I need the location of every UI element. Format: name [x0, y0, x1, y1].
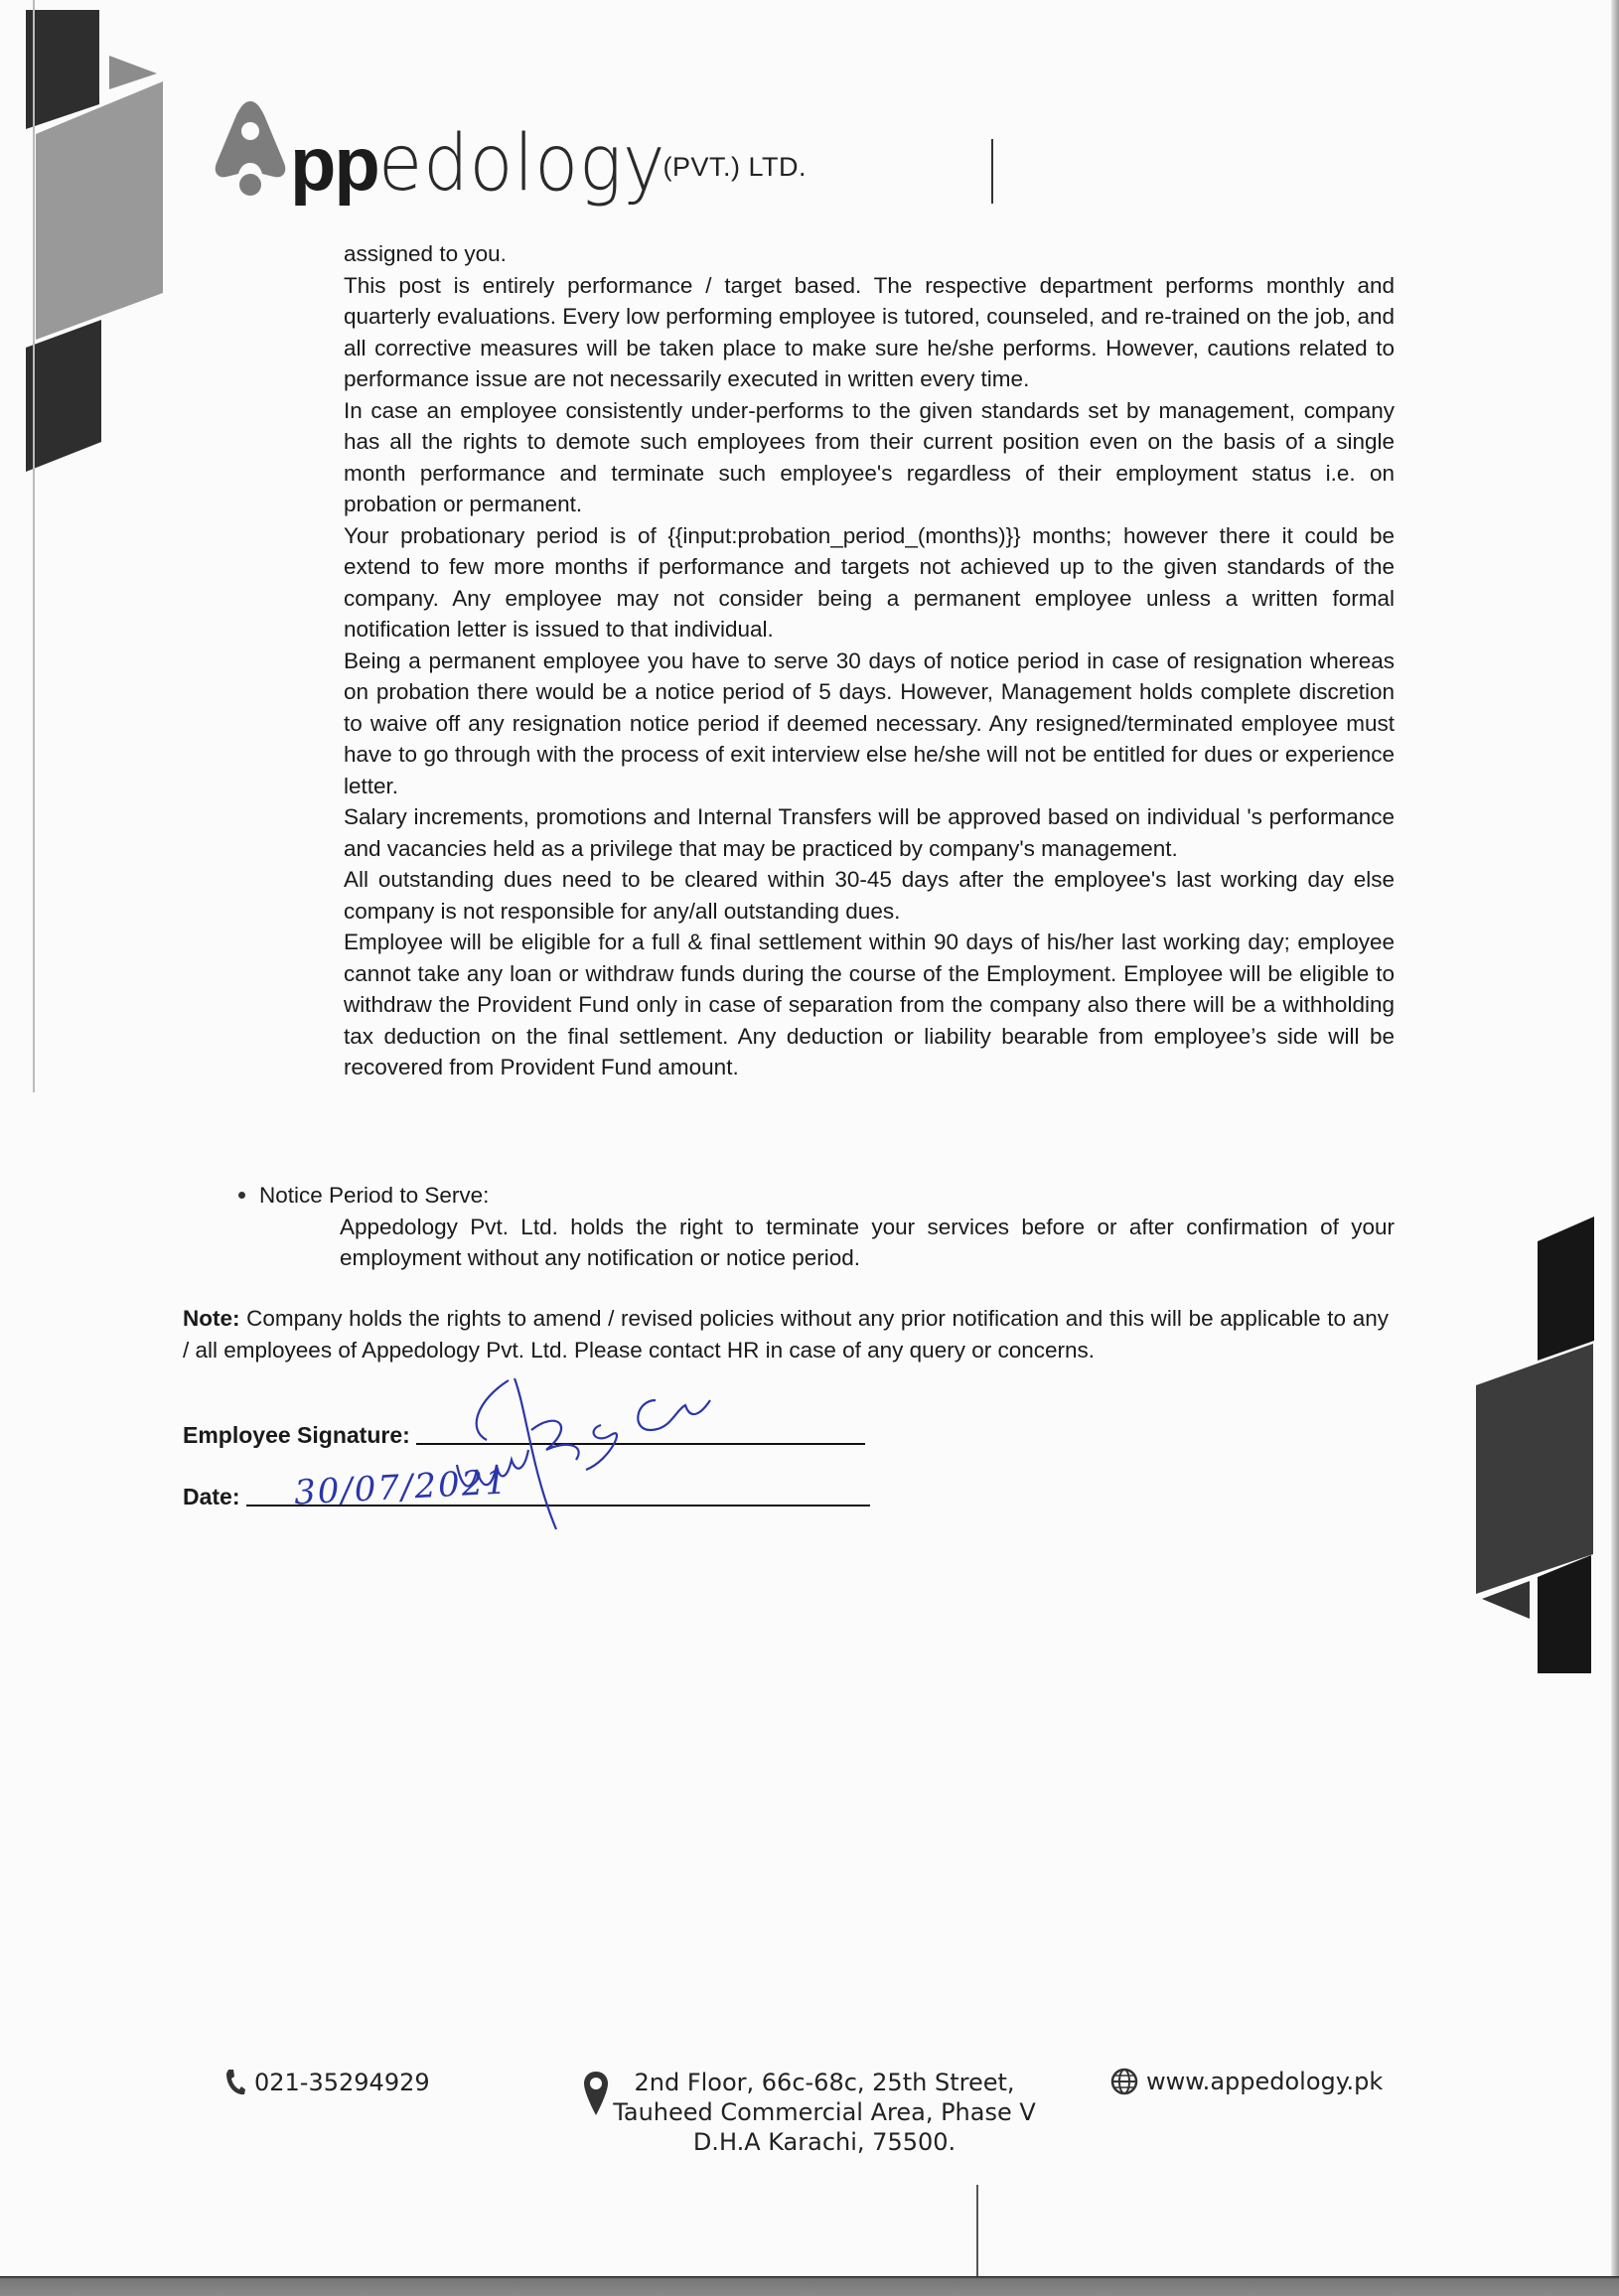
header-divider	[991, 139, 993, 204]
map-pin-icon	[582, 2070, 610, 2117]
paragraph: Being a permanent employee you have to serve 30 days of notice period in case of resignation whereas on probation there would be a notice period of 5 days. However, Management holds complete discretion to waive off any resignation notice period if deemed necessary. Any resigned/terminated employee must have to go through with the process of exit interview else he/she will not be entitled for dues or experience letter.	[344, 647, 1395, 798]
phone-number: 021-35294929	[254, 2069, 430, 2096]
right-deco-mid	[1476, 1344, 1593, 1594]
paragraph: This post is entirely performance / target based. The respective department performs monthly and quarterly evaluations. Every low performing employee is tutored, counseled, and re-trained on the job, and all corrective measures will be taken place to make sure he/she performs. However, cautions related to performance issue are not necessarily executed in written every time.	[344, 272, 1395, 391]
paragraph: assigned to you.	[344, 241, 507, 266]
paragraph: In case an employee consistently under-performs to the given standards set by management, company has all the rights to demote such employees from their current position even on the basis of a single month performance and terminate such employee's regardless of their employment status i.e. on probation or permanent.	[344, 397, 1395, 516]
notice-heading: Notice Period to Serve:	[259, 1183, 490, 1208]
paragraph: Salary increments, promotions and Internal Transfers will be approved based on individual 's performance and vacancies held as a privilege that may be practiced by company's management.	[344, 804, 1395, 861]
logo-mark-icon	[213, 97, 288, 197]
left-decoration	[0, 0, 169, 1092]
address-line: 2nd Floor, 66c-68c, 25th Street,	[634, 2069, 1015, 2096]
footer-address	[576, 2068, 1073, 2157]
right-deco-dark-bottom	[1538, 1555, 1591, 1673]
handwritten-date: 30/07/2021	[293, 1462, 510, 1513]
logo-text-light: edology	[377, 119, 666, 209]
note-paragraph	[183, 1303, 1389, 1365]
company-logo	[213, 97, 807, 209]
notice-text: Appedology Pvt. Ltd. holds the right to terminate your services before or after confirmation of your employment without any notification or notice period.	[340, 1214, 1395, 1270]
date-label: Date:	[183, 1484, 240, 1509]
globe-icon	[1110, 2068, 1138, 2095]
address-line: D.H.A Karachi, 75500.	[692, 2128, 957, 2156]
policy-body	[344, 238, 1395, 1083]
paragraph: All outstanding dues need to be cleared within 30-45 days after the employee's last working day else company is not responsible for any/all outstanding dues.	[344, 867, 1395, 924]
footer-phone	[224, 2068, 430, 2097]
website-link[interactable]: www.appedology.pk	[1146, 2068, 1384, 2095]
signature-label: Employee Signature:	[183, 1422, 410, 1448]
paragraph: Your probationary period is of {{input:probation_period_(months)}} months; however there it could be extend to few more months if performance and targets not achieved up to the given standards of the company. Any employee may not consider being a permanent employee unless a written formal notification letter is issued to that individual.	[344, 522, 1395, 642]
note-text: Company holds the rights to amend / revised policies without any prior notification and this will be applicable to any / all employees of Appedology Pvt. Ltd. Please contact HR in case of any query or concerns.	[183, 1306, 1389, 1363]
address-line: Tauheed Commercial Area, Phase V	[613, 2098, 1036, 2126]
logo-suffix: (PVT.) LTD.	[662, 152, 807, 182]
right-decoration	[1420, 1192, 1619, 2296]
footer-divider	[976, 2185, 978, 2279]
note-label: Note:	[183, 1306, 240, 1331]
scan-edge-bottom	[0, 2276, 1619, 2296]
logo-text-bold: pp	[290, 122, 378, 207]
notice-period-section	[238, 1180, 1395, 1274]
handwritten-signature	[437, 1370, 755, 1549]
right-deco-dark-top	[1538, 1217, 1594, 1361]
bullet-icon	[238, 1192, 245, 1199]
paragraph: Employee will be eligible for a full & final settlement within 90 days of his/her last working day; employee cannot take any loan or withdraw funds during the course of the Employment. Employee will be eligible to withdraw the Provident Fund only in case of separation from the company also there will be a withholding tax deduction on the final settlement. Any deduction or liability bearable from employee’s side will be recovered from Provident Fund amount.	[344, 930, 1395, 1079]
phone-icon	[224, 2068, 246, 2097]
scan-edge-right	[1611, 0, 1619, 2296]
footer-website	[1110, 2068, 1383, 2095]
